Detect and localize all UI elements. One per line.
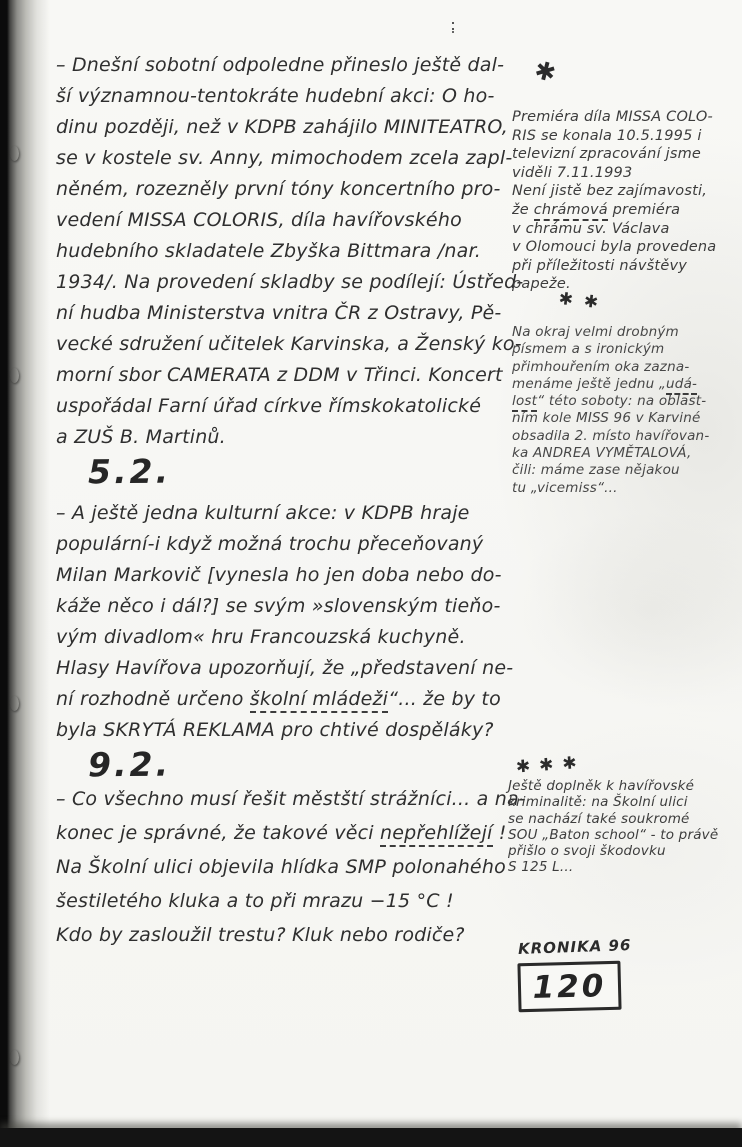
text-line: Milan Markovič [vynesla ho jen doba nebo do-	[56, 564, 502, 586]
text-line: šestiletého kluka a to při mrazu −15 °C !	[56, 890, 454, 912]
page-footer	[518, 938, 631, 1011]
text-line: čili: máme zase nějakou	[512, 462, 680, 479]
text-line: přimhouřením oka zazna-	[512, 358, 690, 375]
text-line: ší významnou-tentokráte hudební akci: O ho-	[56, 85, 495, 107]
text-line: 1934/. Na provedení skladby se podílejí: Ústřed-	[56, 271, 524, 293]
text-line: v chrámu sv. Václava	[512, 220, 670, 237]
text-line: – Co všechno musí řešit městští strážníci... a na-	[56, 788, 526, 810]
page-number-box	[517, 961, 621, 1013]
text-line: v Olomouci byla provedena	[512, 239, 717, 256]
entry-paragraph-concert	[56, 50, 524, 453]
asterisk-marker-icon: ✱	[531, 54, 560, 89]
double-asterisk-marker-icon: ✱✱	[557, 288, 611, 315]
text-line: Kdo by zasloužil trestu? Kluk nebo rodiče?	[56, 924, 465, 946]
margin-note-text	[508, 778, 730, 876]
text-line: ka ANDREA VYMĚTALOVÁ,	[512, 445, 692, 462]
text-line: kriminalitě: na Školní ulici	[508, 794, 688, 811]
margin-note-premiere	[512, 54, 726, 294]
text-line: dinu později, než v KDPB zahájilo MINITEATRO,	[56, 116, 509, 138]
text-line: konec je správné, že takové věci nepřehlížejí !	[56, 816, 516, 850]
book-binding-edge	[0, 0, 50, 1147]
text-line: Premiéra díla MISSA COLO-	[512, 109, 713, 125]
text-line: hudebního skladatele Zbyška Bittmara /nar.	[56, 240, 481, 262]
chronicle-label: KRONIKA 96	[517, 936, 632, 958]
text-line: tu „vicemiss“...	[512, 479, 618, 496]
text-line: papeže.	[512, 276, 571, 293]
entry-date-heading-9-2: 9.2.	[87, 744, 172, 785]
binding-hole	[10, 368, 19, 383]
text-line: ní hudba Ministerstva vnitra ČR z Ostravy, Pě-	[56, 302, 502, 324]
text-line: vedení MISSA COLORIS, díla havířovského	[56, 209, 462, 231]
triple-asterisk-marker-icon: ✱✱✱	[515, 752, 587, 778]
entry-paragraph-straznici	[56, 782, 526, 952]
text-line: – Dnešní sobotní odpoledne přineslo ještě dal-	[56, 54, 505, 76]
text-line: Ještě doplněk k havířovské	[508, 778, 695, 794]
text-line: obsadila 2. místo havířovan-	[512, 427, 710, 444]
text-line: při příležitosti návštěvy	[512, 257, 687, 274]
text-line: vecké sdružení učitelek Karvinska, a Ženský ko-	[56, 333, 522, 355]
text-line: lost“ této soboty: na oblast-	[512, 393, 732, 410]
text-line: menáme ještě jednu „udá-	[512, 376, 732, 393]
text-line: že chrámová premiéra	[512, 201, 726, 220]
text-line: ním kole MISS 96 v Karviné	[512, 410, 701, 427]
text-line: SOU „Baton school“ - to právě	[508, 826, 719, 843]
text-line: se v kostele sv. Anny, mimochodem zcela zapl-	[56, 147, 513, 169]
text-line: Na Školní ulici objevila hlídka SMP polonahého	[56, 856, 506, 878]
entry-paragraph-markovic	[56, 498, 516, 746]
text-line: morní sbor CAMERATA z DDM v Třinci. Koncert	[56, 364, 503, 386]
scan-speck	[452, 22, 454, 24]
text-line: televizní zpracování jsme	[512, 146, 702, 163]
text-line: RIS se konala 10.5.1995 i	[512, 127, 702, 144]
text-line: Není jistě bez zajímavosti,	[512, 183, 708, 200]
text-line: byla SKRYTÁ REKLAMA pro chtivé dospěláky?	[56, 719, 494, 741]
binding-hole	[10, 1050, 19, 1065]
binding-hole	[10, 696, 19, 711]
scan-bottom-edge	[0, 1128, 742, 1147]
page-number: 120	[532, 967, 607, 1006]
text-line: Na okraj velmi drobným	[512, 324, 679, 340]
margin-note-miss96	[512, 288, 732, 497]
margin-note-text	[512, 324, 732, 497]
text-line: populární-i když možná trochu přeceňovaný	[56, 533, 484, 555]
margin-note-kriminalita	[508, 750, 730, 876]
text-line: viděli 7.11.1993	[512, 164, 633, 181]
text-line: se nachází také soukromé	[508, 810, 690, 827]
text-line: ní rozhodně určeno školní mládeži“... že by to	[56, 684, 516, 715]
text-line: – A ještě jedna kulturní akce: v KDPB hraje	[56, 502, 470, 524]
text-line: něném, rozezněly první tóny koncertního pro-	[56, 178, 501, 200]
margin-note-text	[512, 108, 726, 294]
text-line: vým divadlom« hru Francouzská kuchyně.	[56, 626, 466, 648]
entry-date-heading-5-2: 5.2.	[87, 451, 172, 492]
text-line: káže něco i dál?] se svým »slovenským tieňo-	[56, 595, 501, 617]
binding-hole	[10, 146, 19, 161]
text-line: S 125 L...	[508, 859, 574, 876]
text-line: a ZUŠ B. Martinů.	[56, 426, 226, 448]
text-line: uspořádal Farní úřad církve římskokatolické	[56, 395, 482, 417]
text-line: přišlo o svoji škodovku	[508, 843, 666, 860]
text-line: písmem a s ironickým	[512, 341, 665, 358]
text-line: Hlasy Havířova upozorňují, že „představení ne-	[56, 657, 514, 679]
